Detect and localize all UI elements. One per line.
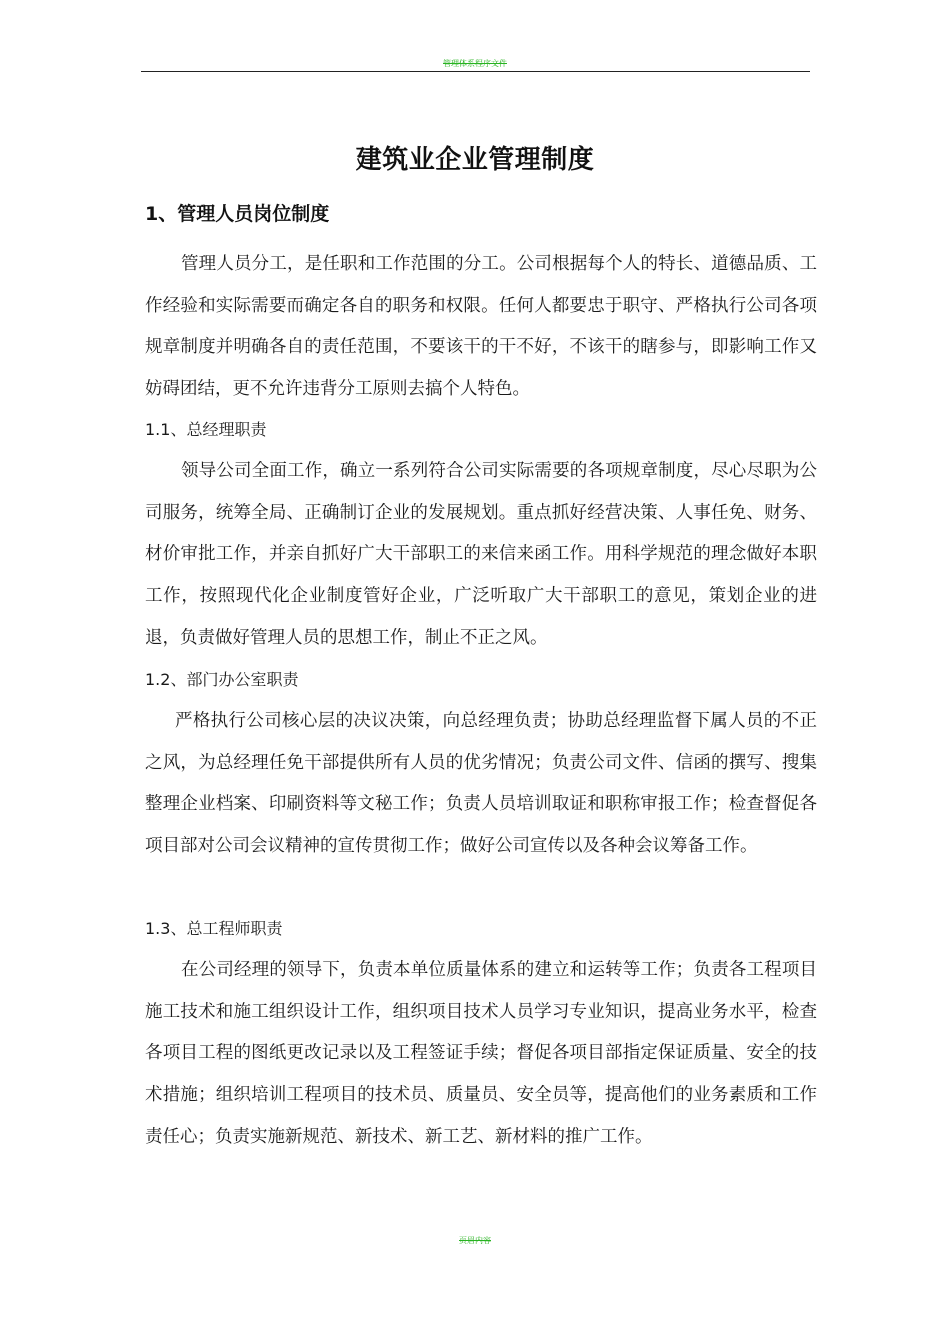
section-heading: 1、管理人员岗位制度 (145, 203, 330, 225)
document-title: 建筑业企业管理制度 (355, 145, 595, 175)
subsection-paragraph-general-manager: 领导公司全面工作，确立一系列符合公司实际需要的各项规章制度，尽心尽职为公司服务，统筹全局、正确制订企业的发展规划。重点抓好经营决策、人事任免、财务、材价审批工作，并亲自抓好广大干部职工的来信来函工作。用科学规范的理念做好本职工作，按照现代化企业制度管好企业，广泛听取广大干部职工的意见，策划企业的进退，负责做好管理人员的思想工作，制止不正之风。 (145, 461, 817, 648)
subsection-heading-chief-engineer: 1.3、总工程师职责 (145, 919, 283, 938)
subsection-paragraph-chief-engineer: 在公司经理的领导下，负责本单位质量体系的建立和运转等工作；负责各工程项目施工技术和施工组织设计工作，组织项目技术人员学习专业知识，提高业务水平，检查各项目工程的图纸更改记录以及工程签证手续；督促各项目部指定保证质量、安全的技术措施；组织培训工程项目的技术员、质量员、安全员等，提高他们的业务素质和工作责任心；负责实施新规范、新技术、新工艺、新材料的推广工作。 (145, 960, 817, 1147)
subsection-heading-general-manager: 1.1、总经理职责 (145, 420, 267, 439)
subsection-paragraph-office: 严格执行公司核心层的决议决策，向总经理负责；协助总经理监督下属人员的不正之风，为总经理任免干部提供所有人员的优劣情况；负责公司文件、信函的撰写、搜集整理企业档案、印刷资料等文秘工作；负责人员培训取证和职称审报工作；检查督促各项目部对公司会议精神的宣传贯彻工作；做好公司宣传以及各种会议筹备工作。 (145, 711, 817, 857)
subsection-heading-office: 1.2、部门办公室职责 (145, 670, 299, 689)
footer-label: 页眉内容 (459, 1236, 491, 1245)
header-divider (141, 71, 810, 72)
header-label: 管理体系程序文件 (443, 59, 507, 68)
intro-paragraph: 管理人员分工，是任职和工作范围的分工。公司根据每个人的特长、道德品质、工作经验和实际需要而确定各自的职务和权限。任何人都要忠于职守、严格执行公司各项规章制度并明确各自的责任范围，不要该干的干不好，不该干的瞎参与，即影响工作又妨碍团结，更不允许违背分工原则去搞个人特色。 (145, 254, 817, 400)
